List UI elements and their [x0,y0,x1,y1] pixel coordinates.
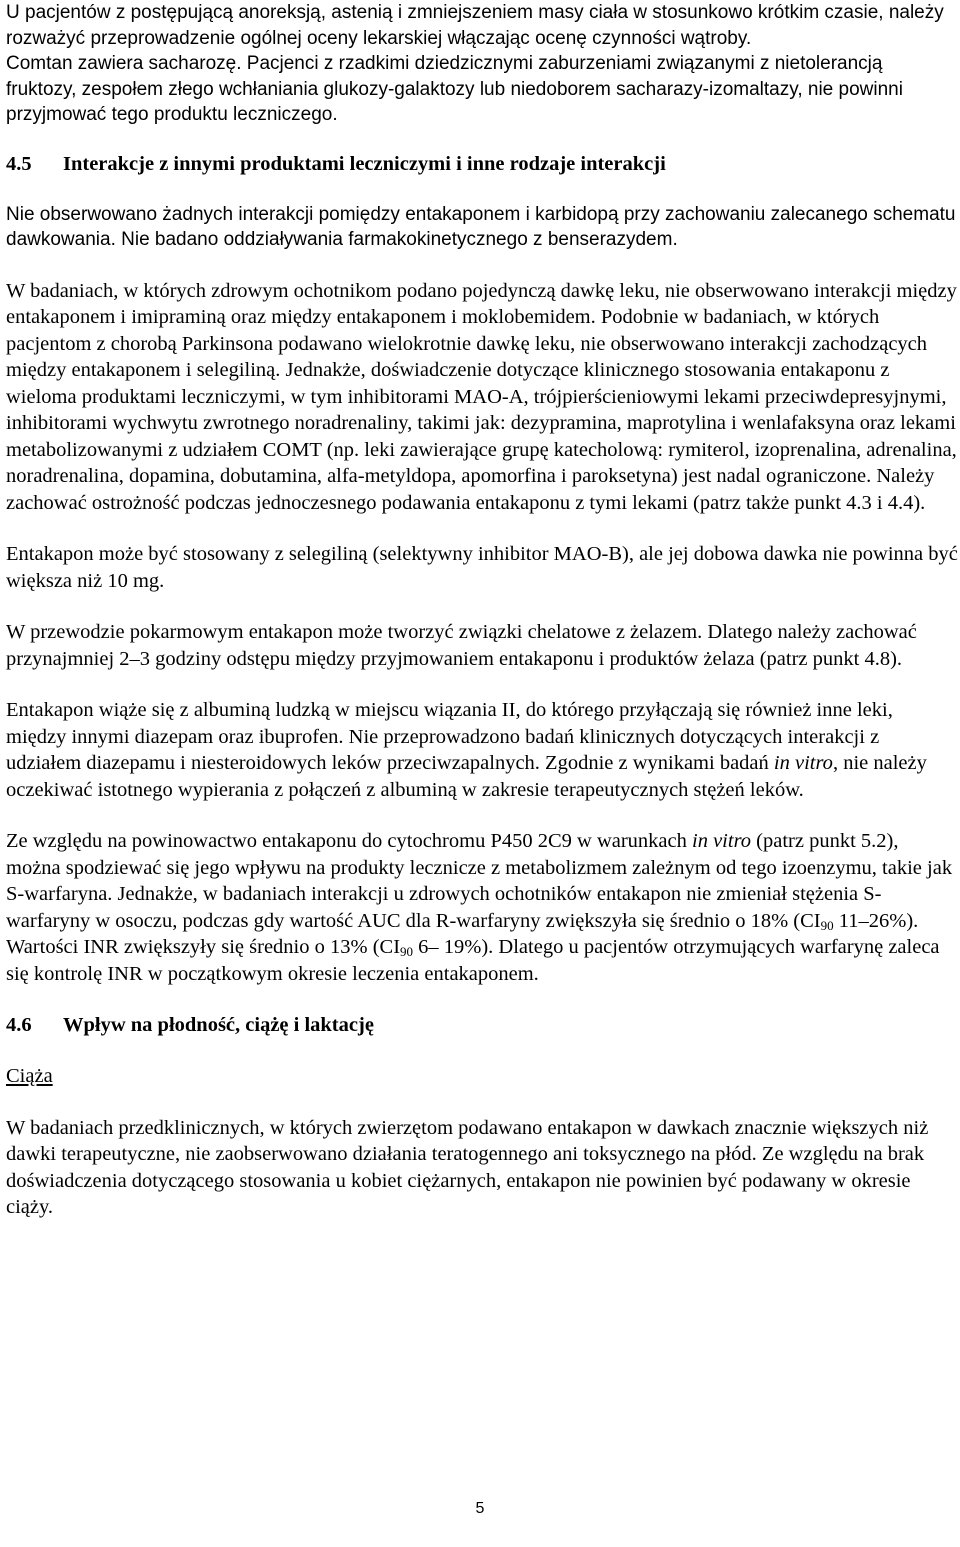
intro-paragraph-sucrose: Comtan zawiera sacharozę. Pacjenci z rzadkimi dziedzicznymi zaburzeniami związanymi z nietolerancją fruktozy, zespołem złego wchłaniania glukozy-galaktozy lub niedoborem sacharazy-izomaltazy, nie powinni przyjmować tego produktu leczniczego. [6,53,903,125]
p6-subscript-1: 90 [820,917,834,933]
p6-subscript-2: 90 [400,944,414,959]
section-4-6-paragraph-1: W badaniach przedklinicznych, w których zwierzętom podawano entakapon w dawkach znacznie większych niż dawki terapeutyczne, nie zaobserwowano działania teratogennego ani toksycznego na płód. Ze względu na brak doświadczenia dotyczącego stosowania u kobiet ciężarnych, entakapon nie powinien być podawany w okresie ciąży. [6,1116,929,1218]
section-4-5-paragraph-4: W przewodzie pokarmowym entakapon może tworzyć związki chelatowe z żelazem. Dlatego należy zachować przynajmniej 2–3 godziny odstępu między przyjmowaniem entakaponu i produktów żelaza (patrz punkt 4.8). [6,621,917,670]
document-page [6,0,958,1221]
subheading-pregnancy: Ciąża [6,1065,53,1087]
section-4-5-paragraph-5 [6,697,958,803]
section-4-5-number: 4.5 [6,152,32,175]
p6-text-a: Ze względu na powinowactwo entakaponu do cytochromu P450 2C9 w warunkach [6,830,693,852]
p6-text-b: (patrz punkt 5.2), można spodziewać się jego wpływu na produkty lecznicze z metabolizmem zależnym od tego izoenzymu, takie jak S-warfaryna. Jednakże, w badaniach interakcji u zdrowych ochotników entakapon nie zmieniał stężenia S-warfaryny w osoczu, podczas gdy wartość AUC dla R-warfaryny zwiększyła się średnio o 18% (CI [6,830,953,932]
intro-paragraph-anorexia: U pacjentów z postępującą anoreksją, astenią i zmniejszeniem masy ciała w stosunkowo krótkim czasie, należy rozważyć przeprowadzenie ogólnej oceny lekarskiej włączając ocenę czynności wątroby. [6,2,944,49]
section-4-5-title: Interakcje z innymi produktami leczniczymi i inne rodzaje interakcji [63,152,666,175]
section-4-5-paragraph-1: Nie obserwowano żadnych interakcji pomiędzy entakaponem i karbidopą przy zachowaniu zalecanego schematu dawkowania. Nie badano oddziaływania farmakokinetycznego z benserazydem. [6,203,956,250]
section-4-5-paragraph-3: Entakapon może być stosowany z selegiliną (selektywny inhibitor MAO-B), ale jej dobowa dawka nie powinna być większa niż 10 mg. [6,543,958,592]
p6-italic-in-vitro: in vitro [692,830,752,852]
section-4-6-number: 4.6 [6,1014,32,1036]
p6-text-c: 11–26%). Wartości INR zwiększyły się średnio o 13% (CI [6,909,919,958]
p6-text-d: 6– 19%). Dlatego u pacjentów otrzymujących warfarynę zaleca się kontrolę INR w początkowym okresie leczenia entakaponem. [6,936,940,985]
section-4-5-paragraph-2: W badaniach, w których zdrowym ochotnikom podano pojedynczą dawkę leku, nie obserwowano interakcji między entakaponem i imipraminą oraz między entakaponem i moklobemidem. Podobnie w badaniach, w których pacjentom z chorobą Parkinsona podawano wielokrotnie dawkę leku, nie obserwowano interakcji zachodzących między entakaponem i selegiliną. Jednakże, doświadczenie dotyczące klinicznego stosowania entakaponu z wieloma produktami leczniczymi, w tym inhibitorami MAO-A, trójpierścieniowymi lekami przeciwdepresyjnymi, inhibitorami wychwytu zwrotnego noradrenaliny, takimi jak: dezypramina, maprotylina i wenlafaksyna oraz lekami metabolizowanymi z udziałem COMT (np. leki zawierające grupę katecholową: rymiterol, izoprenalina, adrenalina, noradrenalina, dopamina, dobutamina, alfa-metyldopa, apomorfina i paroksetyna) jest nadal ograniczone. Należy zachować ostrożność podczas jednoczesnego podawania entakaponu z tymi lekami (patrz także punkt 4.3 i 4.4). [6,279,957,514]
section-4-6-heading [6,1012,958,1038]
p5-text-b: , nie należy oczekiwać istotnego wypierania z połączeń z albuminą w zakresie terapeutycznych stężeń leków. [6,752,927,801]
page-number: 5 [475,1500,485,1517]
section-4-6-title: Wpływ na płodność, ciążę i laktację [63,1014,374,1036]
section-4-5-heading [6,151,958,177]
p5-italic-in-vitro: in vitro [773,752,833,774]
p5-text-a: Entakapon wiąże się z albuminą ludzką w miejscu wiązania II, do którego przyłączają się również inne leki, między innymi diazepam oraz ibuprofen. Nie przeprowadzono badań klinicznych dotyczących interakcji z udziałem diazepamu i niesteroidowych leków przeciwzapalnych. Zgodnie z wynikami badań [6,699,893,774]
section-4-5-paragraph-6 [6,828,958,987]
